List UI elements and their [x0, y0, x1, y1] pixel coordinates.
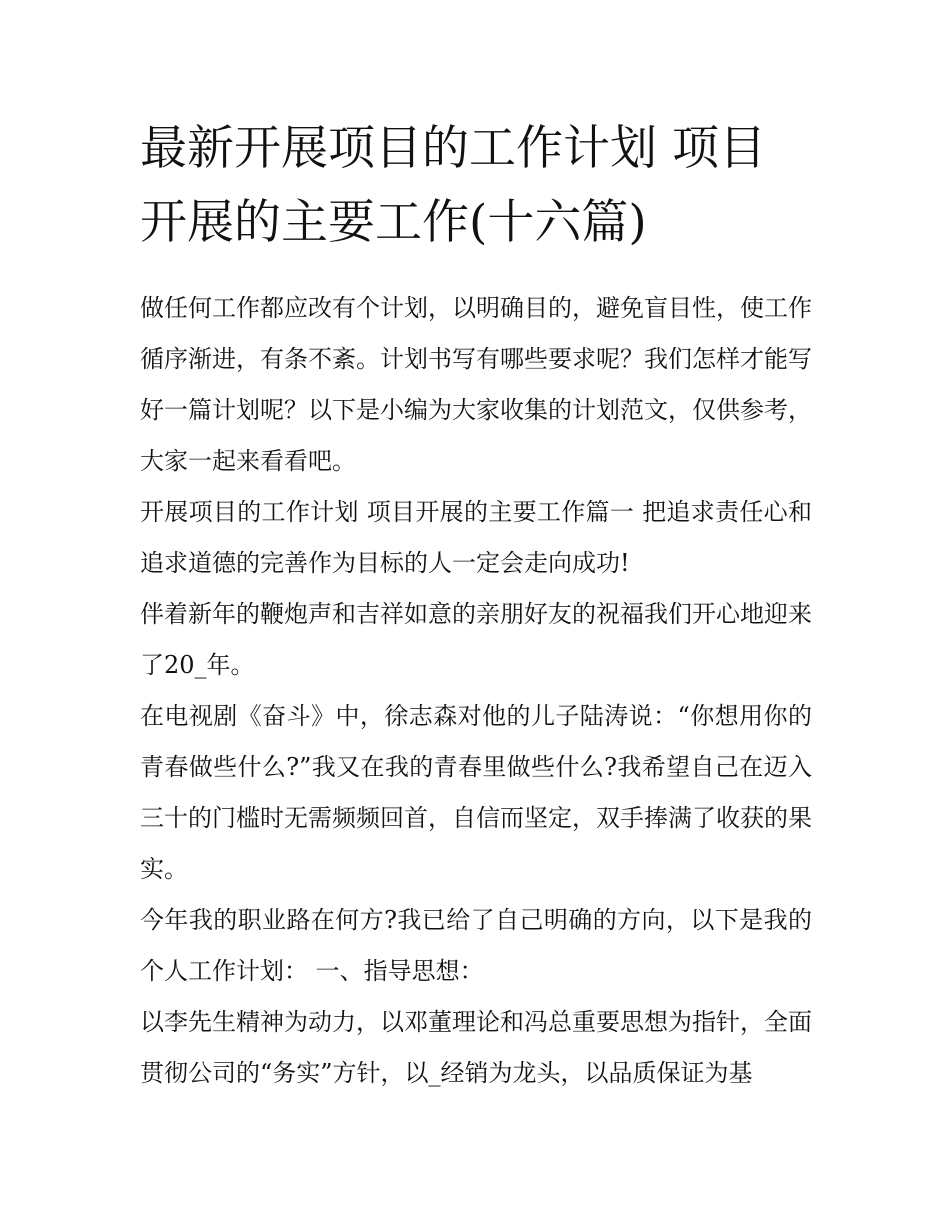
- document-content: [140, 112, 812, 1099]
- paragraph-intro: 做任何工作都应改有个计划，以明确目的，避免盲目性，使工作循序渐进，有条不紊。计划书写有哪些要求呢？我们怎样才能写好一篇计划呢？以下是小编为大家收集的计划范文，仅供参考，大家一起来看看吧。: [140, 294, 812, 475]
- document-title: 最新开展项目的工作计划 项目开展的主要工作(十六篇): [140, 121, 766, 250]
- paragraph-quote: 在电视剧《奋斗》中，徐志森对他的儿子陆涛说：“你想用你的青春做些什么?”我又在我的青春里做些什么?我希望自己在迈入三十的门槛时无需频频回首，自信而坚定，双手捧满了收获的果实。: [140, 702, 812, 883]
- paragraph-guiding-ideology: 以李先生精神为动力，以邓董理论和冯总重要思想为指针，全面贯彻公司的“务实”方针，以_经销为龙头，以品质保证为基: [140, 1008, 812, 1087]
- paragraph-section-heading: 开展项目的工作计划 项目开展的主要工作篇一 把追求责任心和追求道德的完善作为目标的人一定会走向成功!: [140, 498, 812, 577]
- paragraph-new-year: 伴着新年的鞭炮声和吉祥如意的亲朋好友的祝福我们开心地迎来了20_年。: [140, 600, 812, 679]
- paragraph-career-plan: 今年我的职业路在何方?我已给了自己明确的方向，以下是我的个人工作计划： 一、指导思想：: [140, 906, 812, 985]
- document-body: [140, 283, 812, 1099]
